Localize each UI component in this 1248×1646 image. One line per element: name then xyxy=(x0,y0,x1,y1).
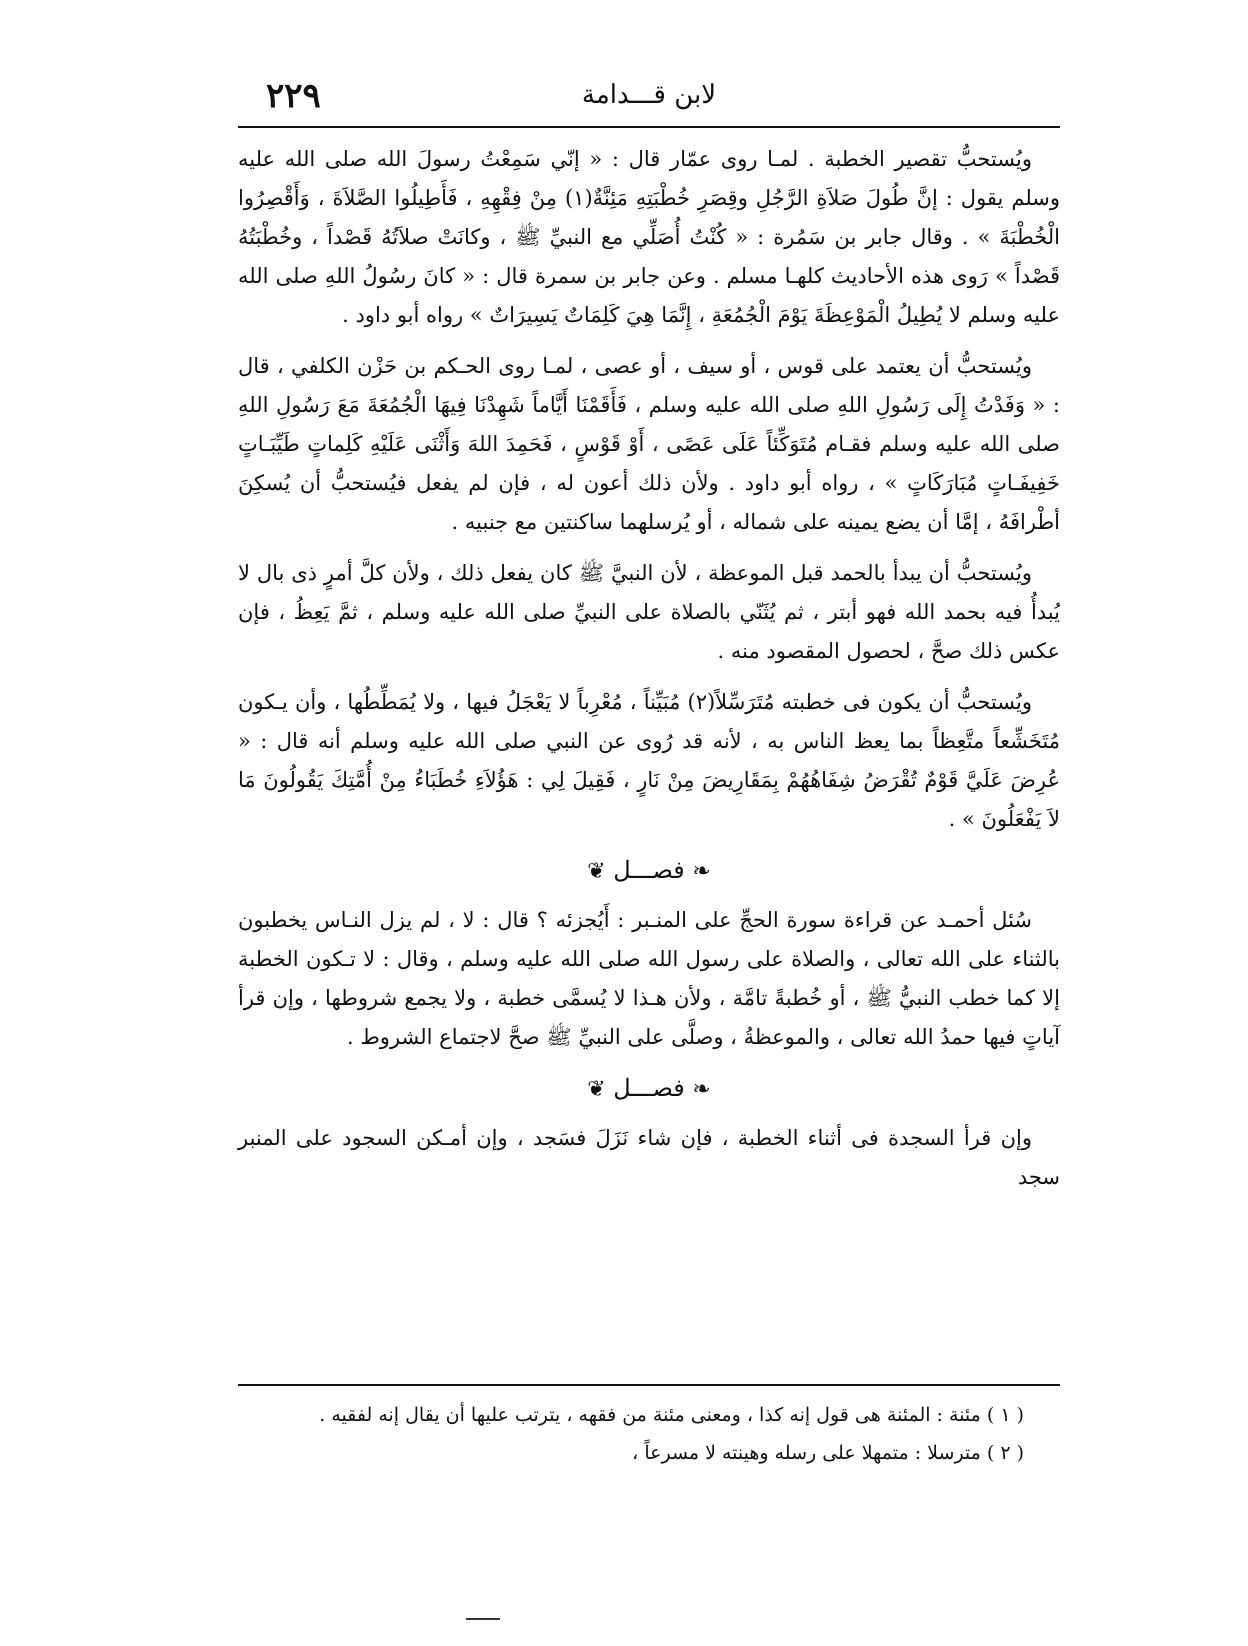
section-heading xyxy=(238,851,1060,891)
footnote-2: ( ٢ ) مترسلا : متمهلا على رسله وهينته لا مسرعاً ، xyxy=(632,1442,1024,1464)
page-number: ٢٢٩ xyxy=(266,76,321,116)
paragraph-measured-speech: ويُستحبُّ أن يكون فى خطبته مُتَرَسِّلاً(٢) مُبَيِّناً ، مُعْرِباً لا يَعْجَلُ فيها ، ولا يُمَطِّطُها ، وأن يـكون مُتَخَشِّعاً متَّعِظاً بما يعظ الناس به ، لأنه قد رُوى عن النبي صلى الله عليه وسلم أنه قال : « عُرِضَ عَلَيَّ قَوْمٌ تُقْرَضُ شِفَاهُهُمْ بِمَقَارِيضَ مِنْ نَارٍ ، فَقِيلَ لِي : هَؤُلاَءِ خُطَبَاءُ مِنْ أُمَّتِكَ يَقُولُونَ مَا لاَ يَفْعَلُونَ » . xyxy=(238,690,1060,831)
ornament-icon: ❦ xyxy=(587,859,606,884)
footnotes xyxy=(238,1396,1060,1472)
paragraph-section-two: وإن قرأ السجدة فى أثناء الخطبة ، فإن شاء نَزَلَ فسَجد ، وإن أمـكن السجود على المنبر سجد xyxy=(238,1126,1060,1189)
running-title: لابن قـــدامة xyxy=(581,80,717,110)
paragraph-lean-on-bow: ويُستحبُّ أن يعتمد على قوس ، أو سيف ، أو عصى ، لمـا روى الحـكم بن حَزْن الكلفي ، قال : « وَفَدْتُ إِلَى رَسُولِ اللهِ صلى الله عليه وسلم ، فَأَقَمْنَا أَيَّاماً شَهِدْنَا فِيهَا الْجُمُعَةَ مَعَ رَسُولِ اللهِ صلى الله عليه وسلم فقـام مُتَوَكِّئاً عَلَى عَصًى ، أَوْ قَوْسٍ ، فَحَمِدَ اللهَ وَأَثْنَى عَلَيْهِ كَلِماتٍ طَيِّبَـاتٍ خَفِيفَـاتٍ مُبَارَكَاتٍ » ، رواه أبو داود . ولأن ذلك أعون له ، فإن لم يفعل فيُستحبُّ أن يُسكِنَ أطْرافَهُ ، إمَّا أن يضع يمينه على شماله ، أو يُرسلهما ساكنتين مع جنبيه . xyxy=(238,354,1060,534)
paragraph-section-one: سُئل أحمـد عن قراءة سورة الحجِّ على المنـبر : أَيُجزئه ؟ قال : لا ، لم يزل النـاس يخطبون بالثناء على الله تعالى ، والصلاة على رسول الله صلى الله عليه وسلم ، وقال : لا تـكون الخطبة إلا كما خطب النبيُّ ﷺ ، أو خُطبةً تامَّة ، ولأن هـذا لا يُسمَّى خطبة ، ولا يجمع شروطها ، وإن قرأ آياتٍ فيها حمدُ الله تعالى ، والموعظةُ ، وصلَّى على النبيِّ ﷺ صحَّ لاجتماع الشروط . xyxy=(238,908,1060,1049)
footnote-1: ( ١ ) مئنة : المئنة هى قول إنه كذا ، ومعنى مئنة من فقهه ، يترتب عليها أن يقال إنه لفقيه . xyxy=(319,1404,1024,1426)
section-heading xyxy=(238,1069,1060,1109)
paragraph-begin-with-praise: ويُستحبُّ أن يبدأ بالحمد قبل الموعظة ، لأن النبيَّ ﷺ كان يفعل ذلك ، ولأن كلَّ أمرٍ ذى بال لا يُبدأُ فيه بحمد الله فهو أبتر ، ثم يُثَنّي بالصلاة على النبيِّ صلى الله عليه وسلم ، ثمَّ يَعِظُ ، فإن عكس ذلك صحَّ ، لحصول المقصود منه . xyxy=(238,561,1060,663)
page-header xyxy=(238,72,1060,128)
main-text xyxy=(238,140,1060,1209)
section-heading-label: فصـــل xyxy=(613,856,685,884)
ornament-icon: ❧ xyxy=(692,1077,711,1102)
footnote-divider xyxy=(238,1384,1060,1386)
bottom-divider xyxy=(466,1618,500,1620)
paragraph-short-sermon: ويُستحبُّ تقصير الخطبة . لمـا روى عمّار قال : « إنّي سَمِعْتُ رسولَ الله صلى الله عليه وسلم يقول : إنَّ طُولَ صَلاَةِ الرَّجُلِ وقِصَرِ خُطْبَتِهِ مَئِنَّةٌ(١) مِنْ فِقْهِهِ ، فَأَطِيلُوا الصَّلاَةَ ، وَأَقْصِرُوا الْخُطْبَةَ » . وقال جابر بن سَمُرة : « كُنْتُ أُصَلِّي مع النبيِّ ﷺ ، وكانَتْ صلاَتُهُ قَصْداً ، وخُطْبَتُهُ قَصْداً » رَوى هذه الأحاديث كلهـا مسلم . وعن جابر بن سمرة قال : « كانَ رسُولُ اللهِ صلى الله عليه وسلم لا يُطِيلُ الْمَوْعِظَةَ يَوْمَ الْجُمُعَةِ ، إِنَّمَا هِيَ كَلِمَاتٌ يَسِيرَاتٌ » رواه أبو داود . xyxy=(238,147,1061,327)
section-heading-label: فصـــل xyxy=(613,1074,685,1102)
ornament-icon: ❦ xyxy=(587,1077,606,1102)
ornament-icon: ❧ xyxy=(692,859,711,884)
